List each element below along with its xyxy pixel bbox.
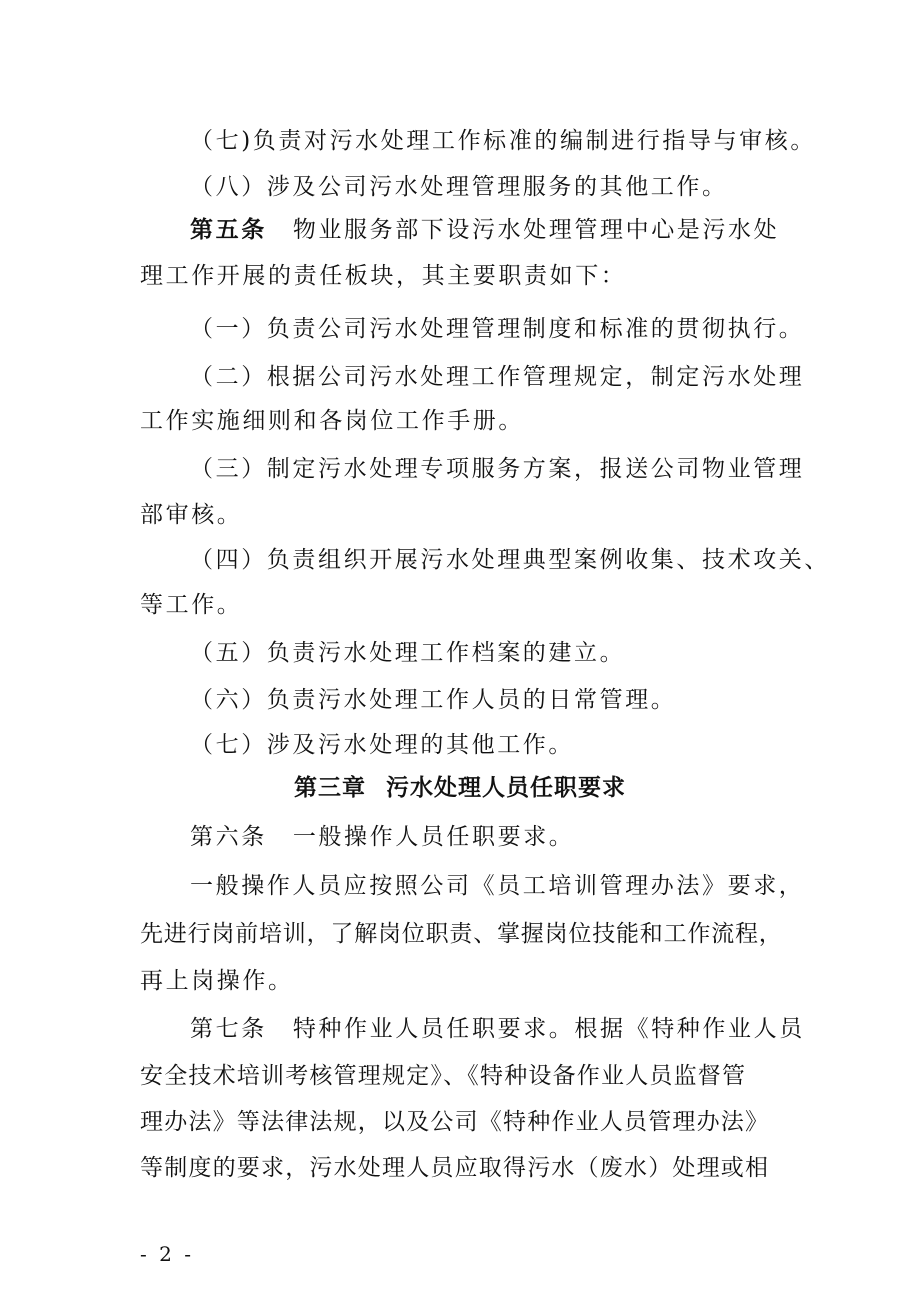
paragraph-line: [140, 261, 790, 291]
chapter-number: 第三章: [294, 775, 366, 801]
paragraph-line: [190, 730, 790, 760]
line-text: （八）涉及公司污水处理管理服务的其他工作。: [190, 174, 728, 200]
line-text: 特种作业人员任职要求。根据《特种作业人员: [292, 1016, 805, 1042]
line-text: （七)负责对污水处理工作标准的编制进行指导与审核。: [190, 128, 816, 154]
line-text: 理工作开展的责任板块，其主要职责如下：: [140, 263, 627, 289]
paragraph-line: [190, 638, 790, 668]
line-text: 安全技术培训考核管理规定》、《特种设备作业人员监督管: [140, 1063, 747, 1089]
paragraph-line: [140, 500, 790, 530]
line-text: 等工作。: [140, 592, 243, 618]
line-text: 部审核。: [140, 502, 243, 528]
article-5-label: 第五条: [190, 216, 267, 243]
chapter-heading: [140, 773, 780, 803]
paragraph-line: [190, 545, 830, 575]
article-7-line: [190, 1014, 805, 1044]
paragraph-line: [140, 1061, 790, 1091]
line-text: （五）负责污水处理工作档案的建立。: [190, 640, 626, 666]
line-text: （七）涉及污水处理的其他工作。: [190, 732, 574, 758]
article-7-label: 第七条: [190, 1016, 267, 1042]
paragraph-line: [140, 590, 790, 620]
line-text: 工作实施细则和各岗位工作手册。: [140, 408, 524, 434]
line-text: （三）制定污水处理专项服务方案，报送公司物业管理: [190, 456, 805, 482]
line-text: （六）负责污水处理工作人员的日常管理。: [190, 687, 677, 713]
paragraph-line: [190, 126, 816, 156]
line-text: 一般操作人员应按照公司《员工培训管理办法》要求，: [190, 873, 805, 899]
line-text: 先进行岗前培训，了解岗位职责、掌握岗位技能和工作流程，: [140, 921, 783, 947]
paragraph-line: [190, 314, 805, 344]
line-text: 再上岗操作。: [140, 968, 294, 994]
article-6-label: 第六条: [190, 824, 267, 850]
line-text: 等制度的要求，污水处理人员应取得污水（废水）处理或相: [140, 1155, 770, 1181]
article-6-line: [190, 822, 790, 852]
paragraph-line: [140, 406, 790, 436]
paragraph-line: [140, 966, 790, 996]
paragraph-line: [190, 362, 805, 392]
line-text: （四）负责组织开展污水处理典型案例收集、技术攻关、: [190, 547, 830, 573]
paragraph-line: [190, 871, 805, 901]
paragraph-line: [140, 1153, 790, 1183]
paragraph-line: [190, 454, 805, 484]
article-5-line: [190, 215, 790, 245]
paragraph-line: [190, 685, 790, 715]
line-text: 一般操作人员任职要求。: [292, 824, 575, 850]
paragraph-line: [140, 1107, 790, 1137]
page-number: - 2 -: [140, 1242, 194, 1266]
paragraph-line: [190, 172, 790, 202]
paragraph-line: [140, 919, 790, 949]
line-text: （二）根据公司污水处理工作管理规定，制定污水处理: [190, 364, 805, 390]
line-text: 物业服务部下设污水处理管理中心是污水处: [292, 217, 780, 243]
chapter-title: 污水处理人员任职要求: [386, 775, 626, 801]
line-text: 理办法》等法律法规，以及公司《特种作业人员管理办法》: [140, 1109, 770, 1135]
line-text: （一）负责公司污水处理管理制度和标准的贯彻执行。: [190, 316, 805, 342]
